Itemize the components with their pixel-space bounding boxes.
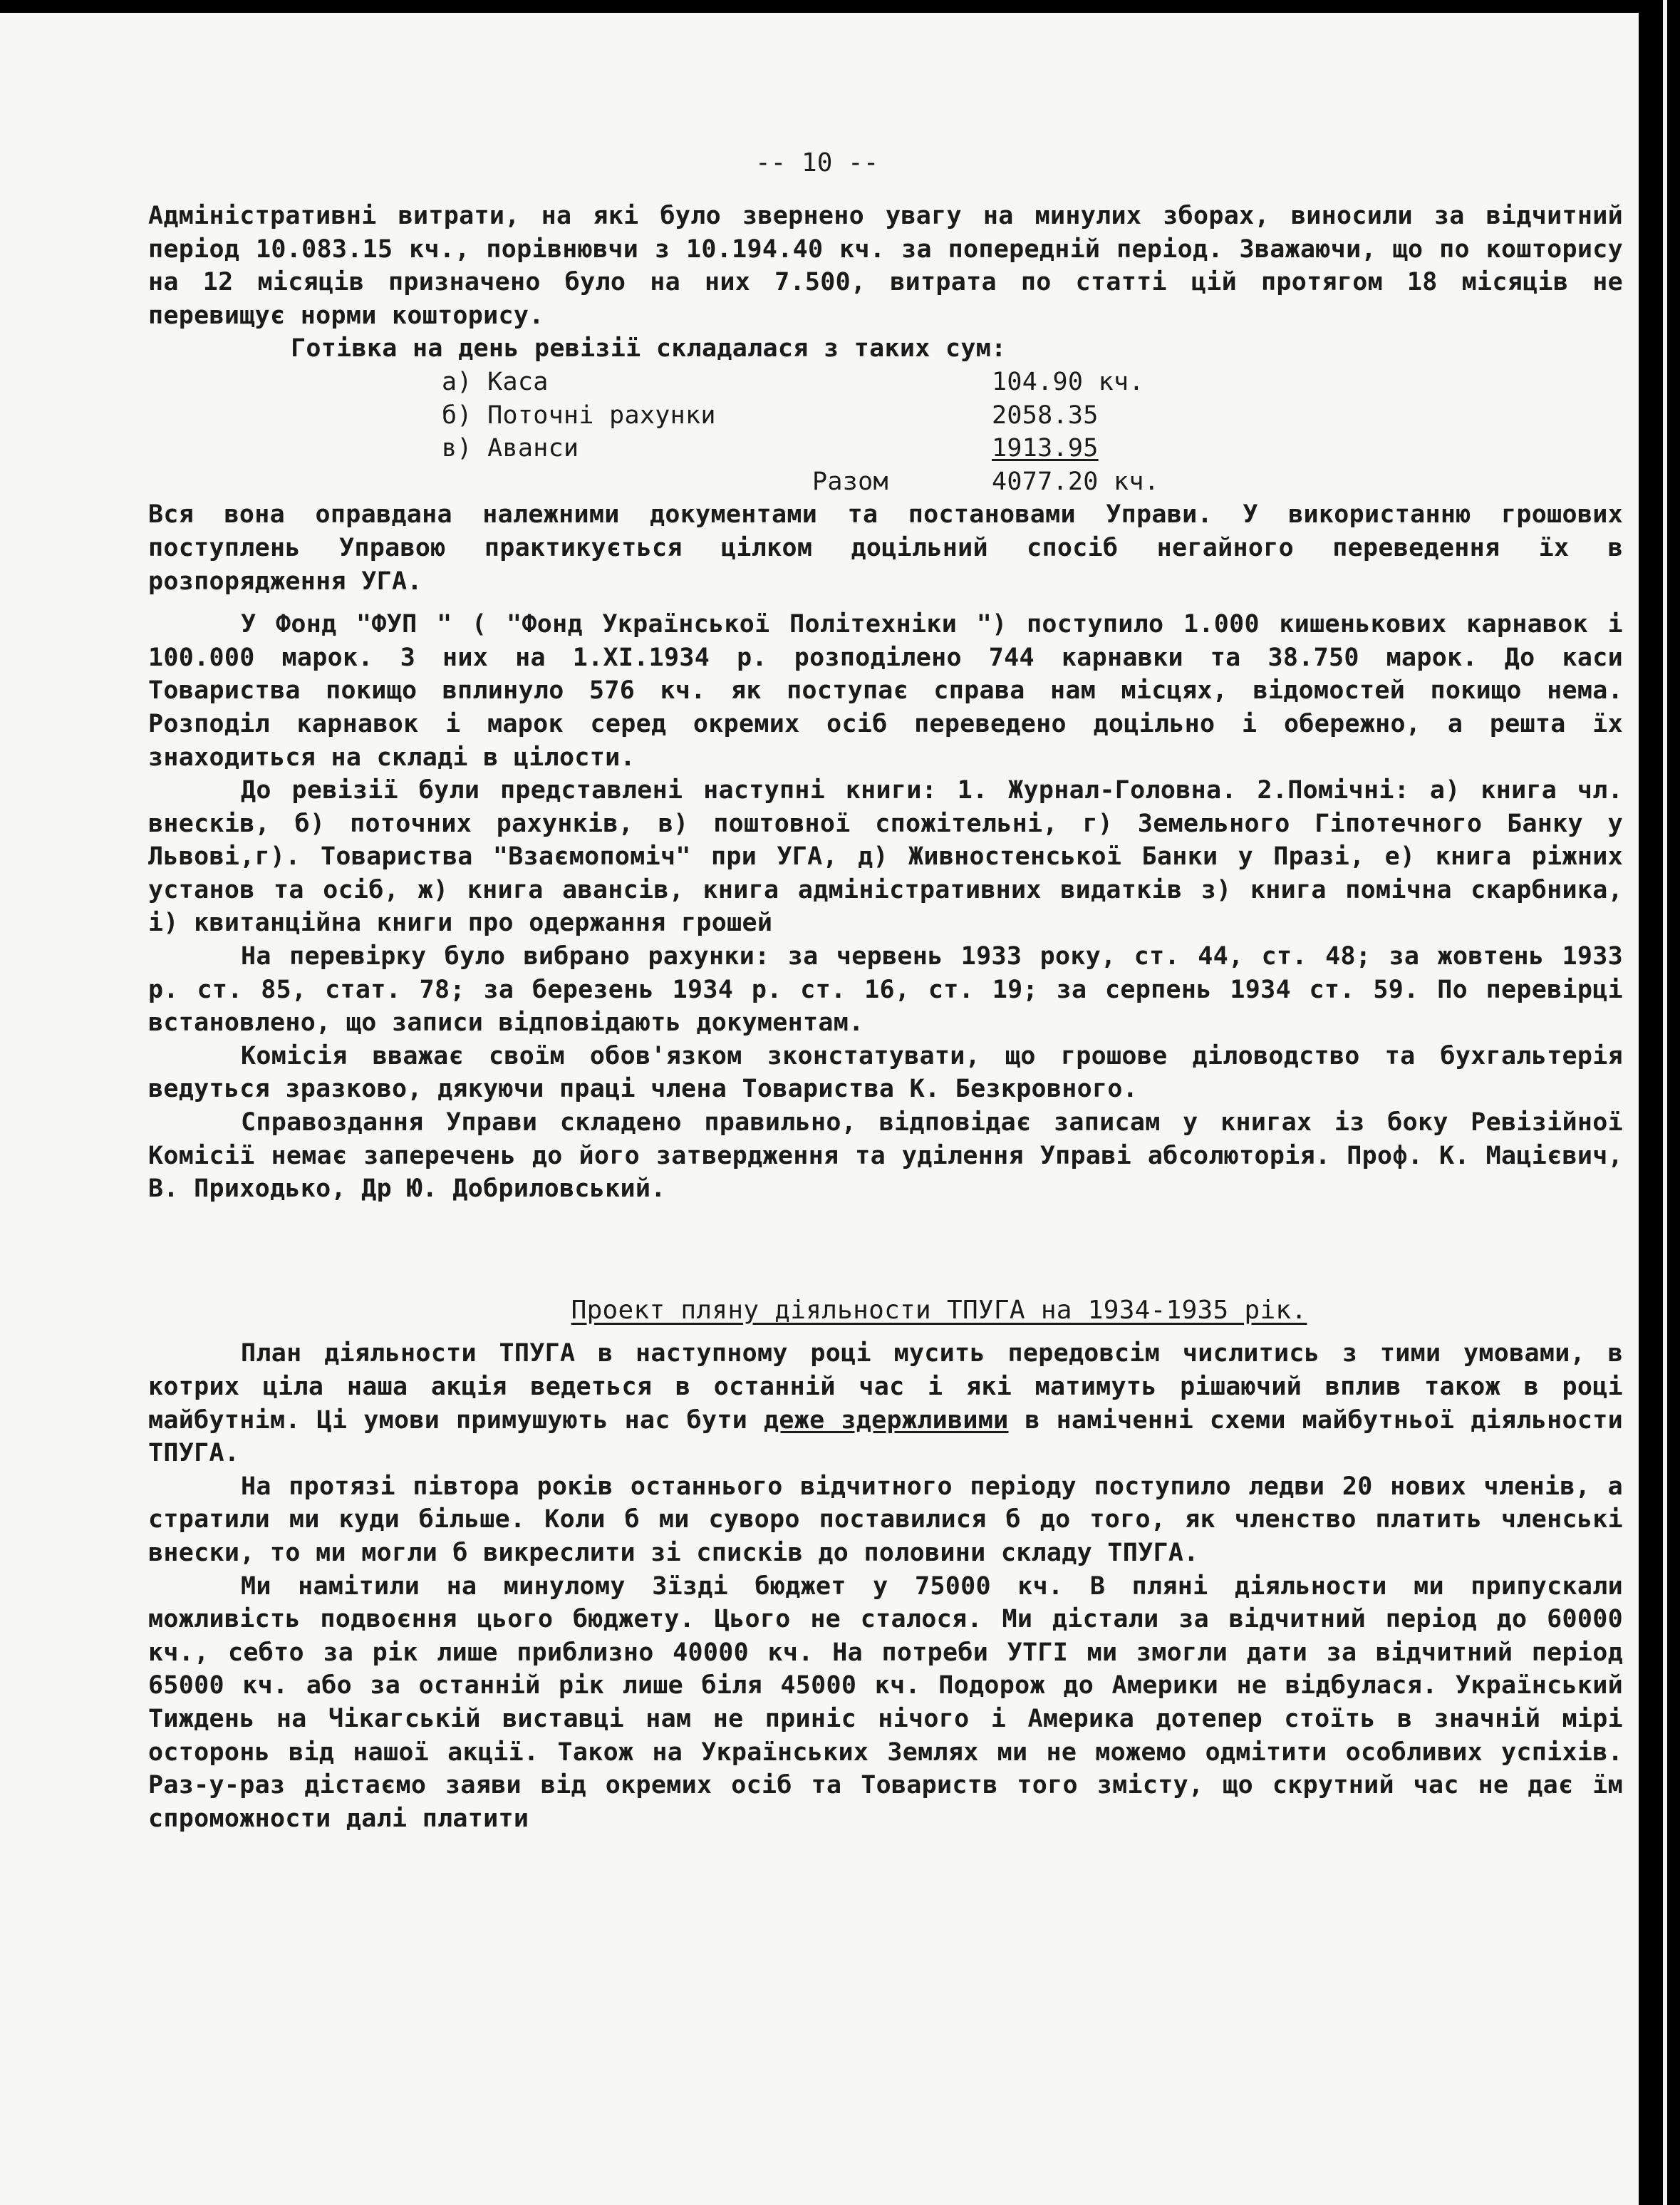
paragraph-membership: На протязі півтора років останнього відчитного періоду поступило ледви 20 нових членів, а стратили ми куди більше. Коли б ми суворо поставилися б до того, як членство платить членські внески, то ми могли б викреслити зі списків до половини складу ТПУГА. — [148, 1472, 1623, 1567]
cash-label: б) Поточні рахунки — [442, 401, 716, 430]
cash-total-row — [148, 465, 1623, 499]
paragraph-audit-check: На перевірку було вибрано рахунки: за червень 1933 року, ст. 44, ст. 48; за жовтень 1933 р. ст. 85, стат. 78; за березень 1934 р. ст. 16, ст. 19; за серпень 1934 ст. 59. По перевірці встановлено, що записи відповідають документам. — [148, 942, 1623, 1038]
cash-value: 1913.95 — [992, 434, 1099, 463]
cash-table — [148, 366, 1623, 498]
cash-total-label: Разом — [812, 467, 888, 496]
section-heading: Проект пляну діяльности ТПУГА на 1934-1935 рік. — [571, 1295, 1307, 1325]
cash-row — [148, 366, 1623, 399]
document-page — [0, 13, 1639, 2205]
cash-row — [148, 399, 1623, 433]
paragraph-cash-justification: Вся вона оправдана належними документами та постановами Управи. У використанню грошових поступлень Управою практикується цілком доцільний спосіб негайного переведення їх в розпорядження УГА. — [148, 500, 1623, 596]
paragraph-commission: Комісія вважає своїм обов'язком зконстатувати, що грошове діловодство та бухгальтерія ведуться зразково, дякуючи праці члена Товариства К. Безкровного. — [148, 1041, 1623, 1104]
document-body — [148, 200, 1623, 1835]
cash-row — [148, 432, 1623, 465]
cash-label: а) Каса — [442, 367, 549, 396]
spacer — [148, 1206, 1623, 1294]
spacer — [148, 598, 1623, 608]
plan-text-start: План діяльности ТПУГА в наступному році мусить передовсім числитись з тими умовами, в котрих ціла наша акція ведеться в останній час і які матимуть рішаючий вплив також в році майбутнім. Ці умови примушують нас бути — [148, 1339, 1623, 1435]
cash-total-value: 4077.20 кч. — [992, 467, 1160, 496]
cash-value: 2058.35 — [992, 401, 1099, 430]
scan-edge-strip — [1663, 0, 1667, 2205]
emphasized-phrase: деже здержливими — [764, 1405, 1009, 1435]
scan-border — [1639, 0, 1680, 2205]
cash-intro: Готівка на день ревізії складалася з таких сум: — [291, 334, 1007, 363]
spacer — [148, 1327, 1623, 1337]
paragraph-fup-fund: У Фонд "ФУП " ( "Фонд Української Політехніки ") поступило 1.000 кишенькових карнавок і 100.000 марок. З них на 1.XI.1934 р. розподілено 744 карнавки та 38.750 марок. До каси Товариства покищо вплинуло 576 кч. як поступає справа нам місцях, відомостей покищо нема. Розподіл карнавок і марок серед окремих осіб переведено доцільно і обережно, а решта їх знаходиться на складі в цілости. — [148, 610, 1623, 772]
page-number: -- 10 -- — [755, 148, 879, 177]
paragraph-admin-expenses: Адміністративні витрати, на які було звернено увагу на минулих зборах, виносили за відчитний період 10.083.15 кч., порівнювчи з 10.194.40 кч. за попередній період. Зважаючи, що по кошторису на 12 місяців призначено було на них 7.500, витрата по статті цій протягом 18 місяців не перевищує норми кошторису. — [148, 202, 1623, 330]
cash-value: 104.90 кч. — [992, 367, 1144, 396]
cash-label: в) Аванси — [442, 434, 579, 463]
paragraph-report-approval: Справоздання Управи складено правильно, відповідає записам у книгах із боку Ревізійної Комісії немає заперечень до його затвердження та уділення Управі абсолюторія. Проф. К. Мацієвич, В. Приходько, Др Ю. Добриловський. — [148, 1108, 1623, 1204]
paragraph-books: До ревізії були представлені наступні книги: 1. Журнал-Головна. 2.Помічні: а) книга чл. внесків, б) поточних рахунків, в) поштовної спожітельні, г) Земельного Гіпотечного Банку у Львові,г). Товариства "Взаємопоміч" при УГА, д) Живностенської Банки у Празі, е) книга ріжних установ та осіб, ж) книга авансів, книга адміністративних видатків з) книга помічна скарбника, і) квитанційна книги про одержання грошей — [148, 776, 1623, 938]
plan-text-end: в наміченні схеми майбутньої діяльности ТПУГА. — [148, 1405, 1624, 1468]
paragraph-budget: Ми намітили на минулому Зїзді бюджет у 75000 кч. В пляні діяльности ми припускали можливість подвоєння цього бюджету. Цього не сталося. Ми дістали за відчитний період до 60000 кч., себто за рік лише приблизно 40000 кч. На потреби УТГІ ми змогли дати за відчитний період 65000 кч. або за останній рік лише біля 45000 кч. Подорож до Америки не відбулася. Український Тиждень на Чікагській виставці нам не приніс нічого і Америка дотепер стоїть в значній мірі осторонь від нашої акції. Також на Українських Землях ми не можемо одмітити особливих успіхів. Раз-у-раз дістаємо заяви від окремих осіб та Товариств того змісту, що скрутний час не дає їм спроможности далі платити — [148, 1571, 1623, 1833]
paragraph-plan-conditions — [148, 1337, 1623, 1470]
